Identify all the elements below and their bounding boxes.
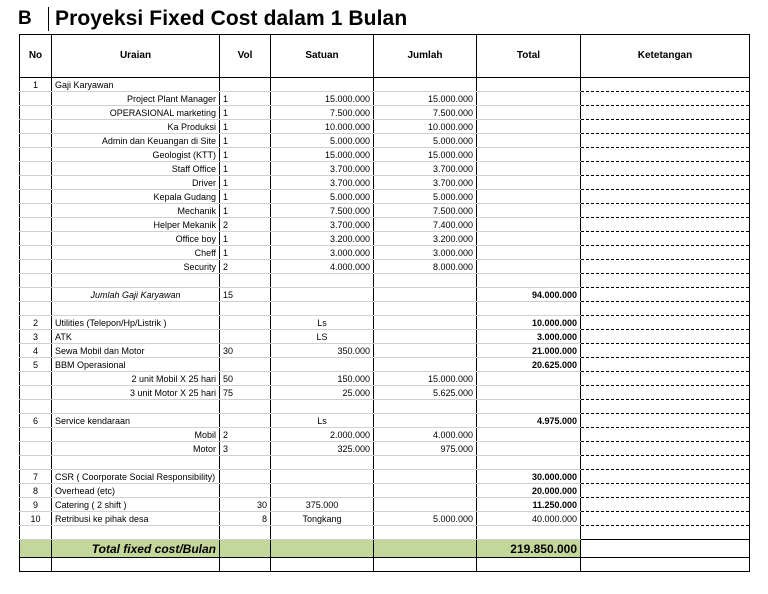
row-satuan: 3.200.000: [271, 232, 374, 246]
row-keterangan: [581, 274, 750, 288]
row-keterangan: [581, 400, 750, 414]
row-satuan: [271, 484, 374, 498]
row-vol: 1: [220, 204, 271, 218]
row-total: [477, 148, 581, 162]
row-uraian: Kepala Gudang: [52, 190, 220, 204]
row-uraian: Admin dan Keuangan di Site: [52, 134, 220, 148]
table-row: [20, 442, 750, 456]
row-total: [477, 442, 581, 456]
row-vol: 1: [220, 232, 271, 246]
row-satuan: 325.000: [271, 442, 374, 456]
table-row: [20, 106, 750, 120]
row-jumlah: 5.625.000: [374, 386, 477, 400]
row-jumlah: 7.500.000: [374, 106, 477, 120]
col-header-keterangan: Ketetangan: [581, 35, 750, 78]
row-keterangan: [581, 148, 750, 162]
sheet-title: Proyeksi Fixed Cost dalam 1 Bulan: [55, 7, 408, 30]
row-no: [20, 428, 52, 442]
row-vol: 1: [220, 120, 271, 134]
row-jumlah: 3.200.000: [374, 232, 477, 246]
row-no: 9: [20, 498, 52, 512]
row-no: 5: [20, 358, 52, 372]
row-no: [20, 302, 52, 316]
col-header-satuan: Satuan: [271, 35, 374, 78]
row-no: [20, 218, 52, 232]
table-row: [20, 134, 750, 148]
row-vol: 8: [220, 512, 271, 526]
row-satuan: [271, 358, 374, 372]
row-keterangan: [581, 134, 750, 148]
row-jumlah: 975.000: [374, 442, 477, 456]
row-jumlah: 8.000.000: [374, 260, 477, 274]
row-satuan: [271, 456, 374, 470]
col-header-jumlah: Jumlah: [374, 35, 477, 78]
row-total: [477, 526, 581, 540]
row-vol: [220, 330, 271, 344]
row-satuan: [271, 78, 374, 92]
row-satuan: 3.000.000: [271, 246, 374, 260]
row-uraian: Cheff: [52, 246, 220, 260]
row-no: [20, 540, 52, 558]
row-uraian: Service kendaraan: [52, 414, 220, 428]
row-jumlah: [374, 526, 477, 540]
row-no: [20, 120, 52, 134]
table-row: [20, 456, 750, 470]
row-jumlah: [374, 558, 477, 572]
row-uraian: ATK: [52, 330, 220, 344]
row-jumlah: 15.000.000: [374, 372, 477, 386]
row-no: [20, 260, 52, 274]
row-total: 11.250.000: [477, 498, 581, 512]
row-jumlah: 7.400.000: [374, 218, 477, 232]
row-total: 21.000.000: [477, 344, 581, 358]
row-satuan: 10.000.000: [271, 120, 374, 134]
table-row: [20, 148, 750, 162]
row-keterangan: [581, 558, 750, 572]
row-no: [20, 246, 52, 260]
row-jumlah: 10.000.000: [374, 120, 477, 134]
row-keterangan: [581, 78, 750, 92]
row-jumlah: 3.000.000: [374, 246, 477, 260]
row-no: [20, 92, 52, 106]
row-no: 8: [20, 484, 52, 498]
row-jumlah: [374, 414, 477, 428]
table-row: [20, 190, 750, 204]
row-keterangan: [581, 512, 750, 526]
table-body: [20, 78, 750, 572]
row-satuan: 25.000: [271, 386, 374, 400]
row-keterangan: [581, 260, 750, 274]
row-total: [477, 246, 581, 260]
row-uraian: Jumlah Gaji Karyawan: [52, 288, 220, 302]
row-total: [477, 558, 581, 572]
row-total: [477, 204, 581, 218]
row-satuan: 7.500.000: [271, 106, 374, 120]
row-no: 10: [20, 512, 52, 526]
row-total: 4.975.000: [477, 414, 581, 428]
row-no: [20, 386, 52, 400]
row-vol: 3: [220, 442, 271, 456]
row-no: [20, 274, 52, 288]
row-vol: [220, 316, 271, 330]
row-vol: 30: [220, 498, 271, 512]
table-row: [20, 484, 750, 498]
row-no: 2: [20, 316, 52, 330]
row-keterangan: [581, 456, 750, 470]
row-uraian: 2 unit Mobil X 25 hari: [52, 372, 220, 386]
row-no: 1: [20, 78, 52, 92]
row-vol: [220, 400, 271, 414]
row-satuan: [271, 288, 374, 302]
row-satuan: 3.700.000: [271, 218, 374, 232]
row-jumlah: 3.700.000: [374, 176, 477, 190]
table-row: [20, 470, 750, 484]
row-total: 219.850.000: [477, 540, 581, 558]
row-total: [477, 78, 581, 92]
row-vol: [220, 540, 271, 558]
row-vol: 50: [220, 372, 271, 386]
row-total: [477, 176, 581, 190]
row-total: [477, 302, 581, 316]
row-keterangan: [581, 316, 750, 330]
row-no: 6: [20, 414, 52, 428]
header-divider: [48, 7, 49, 31]
row-satuan: [271, 540, 374, 558]
row-satuan: 5.000.000: [271, 190, 374, 204]
row-total: [477, 428, 581, 442]
row-satuan: 4.000.000: [271, 260, 374, 274]
table-row: [20, 414, 750, 428]
row-satuan: [271, 526, 374, 540]
row-jumlah: [374, 274, 477, 288]
row-vol: 2: [220, 428, 271, 442]
row-total: 10.000.000: [477, 316, 581, 330]
table-row: [20, 176, 750, 190]
row-uraian: [52, 400, 220, 414]
row-no: 7: [20, 470, 52, 484]
row-uraian: BBM Operasional: [52, 358, 220, 372]
row-keterangan: [581, 330, 750, 344]
row-satuan: 2.000.000: [271, 428, 374, 442]
row-uraian: Mobil: [52, 428, 220, 442]
row-jumlah: 5.000.000: [374, 512, 477, 526]
row-uraian: Helper Mekanik: [52, 218, 220, 232]
row-uraian: [52, 456, 220, 470]
row-uraian: [52, 274, 220, 288]
row-satuan: LS: [271, 330, 374, 344]
row-jumlah: [374, 358, 477, 372]
table-row: [20, 512, 750, 526]
row-vol: [220, 302, 271, 316]
row-uraian: Motor: [52, 442, 220, 456]
row-jumlah: [374, 344, 477, 358]
row-total: 94.000.000: [477, 288, 581, 302]
row-uraian: CSR ( Coorporate Social Responsibility): [52, 470, 220, 484]
row-keterangan: [581, 442, 750, 456]
table-row: [20, 358, 750, 372]
row-total: [477, 456, 581, 470]
row-total: 30.000.000: [477, 470, 581, 484]
row-vol: [220, 558, 271, 572]
row-satuan: [271, 274, 374, 288]
table-row: [20, 330, 750, 344]
row-vol: [220, 274, 271, 288]
table-row: [20, 120, 750, 134]
table-row: [20, 218, 750, 232]
row-satuan: Ls: [271, 414, 374, 428]
row-total: 3.000.000: [477, 330, 581, 344]
row-satuan: 7.500.000: [271, 204, 374, 218]
row-vol: 2: [220, 218, 271, 232]
table-row: [20, 246, 750, 260]
table-row: [20, 288, 750, 302]
row-vol: 30: [220, 344, 271, 358]
row-vol: [220, 526, 271, 540]
fixed-cost-table: [19, 34, 750, 572]
row-keterangan: [581, 484, 750, 498]
row-keterangan: [581, 246, 750, 260]
row-uraian: Retribusi ke pihak desa: [52, 512, 220, 526]
table-row: [20, 316, 750, 330]
row-keterangan: [581, 232, 750, 246]
row-no: [20, 134, 52, 148]
row-jumlah: 15.000.000: [374, 92, 477, 106]
row-total: [477, 120, 581, 134]
row-satuan: 3.700.000: [271, 176, 374, 190]
row-no: [20, 190, 52, 204]
row-no: [20, 148, 52, 162]
row-vol: [220, 414, 271, 428]
row-jumlah: [374, 78, 477, 92]
col-header-vol: Vol: [220, 35, 271, 78]
row-no: [20, 288, 52, 302]
row-vol: [220, 456, 271, 470]
row-satuan: 5.000.000: [271, 134, 374, 148]
row-total: [477, 106, 581, 120]
table-row: [20, 260, 750, 274]
table-row: [20, 526, 750, 540]
row-vol: 15: [220, 288, 271, 302]
row-total: [477, 372, 581, 386]
row-vol: [220, 484, 271, 498]
row-satuan: 3.700.000: [271, 162, 374, 176]
row-vol: 1: [220, 246, 271, 260]
row-total: [477, 218, 581, 232]
table-row: [20, 204, 750, 218]
row-vol: 1: [220, 162, 271, 176]
row-satuan: 15.000.000: [271, 92, 374, 106]
row-jumlah: 5.000.000: [374, 134, 477, 148]
row-satuan: 150.000: [271, 372, 374, 386]
row-keterangan: [581, 218, 750, 232]
row-keterangan: [581, 120, 750, 134]
row-no: [20, 442, 52, 456]
row-no: 4: [20, 344, 52, 358]
row-satuan: 375.000: [271, 498, 374, 512]
row-jumlah: [374, 456, 477, 470]
section-letter: B: [18, 8, 32, 29]
grand-total-row: [20, 540, 750, 558]
row-keterangan: [581, 190, 750, 204]
row-total: [477, 232, 581, 246]
table-row: [20, 232, 750, 246]
row-uraian: Total fixed cost/Bulan: [52, 540, 220, 558]
row-keterangan: [581, 540, 750, 558]
row-no: 3: [20, 330, 52, 344]
row-keterangan: [581, 498, 750, 512]
row-jumlah: [374, 484, 477, 498]
row-total: [477, 274, 581, 288]
row-satuan: [271, 400, 374, 414]
row-vol: 1: [220, 176, 271, 190]
table-row: [20, 344, 750, 358]
row-total: 20.000.000: [477, 484, 581, 498]
row-vol: 1: [220, 148, 271, 162]
row-keterangan: [581, 288, 750, 302]
row-jumlah: 4.000.000: [374, 428, 477, 442]
row-jumlah: [374, 316, 477, 330]
row-uraian: [52, 558, 220, 572]
row-uraian: Ka Produksi: [52, 120, 220, 134]
row-keterangan: [581, 372, 750, 386]
row-no: [20, 162, 52, 176]
row-vol: 1: [220, 190, 271, 204]
row-jumlah: [374, 498, 477, 512]
table-row: [20, 302, 750, 316]
row-satuan: 350.000: [271, 344, 374, 358]
row-vol: 1: [220, 92, 271, 106]
row-vol: [220, 78, 271, 92]
row-uraian: Overhead (etc): [52, 484, 220, 498]
table-row: [20, 400, 750, 414]
row-keterangan: [581, 92, 750, 106]
row-no: [20, 372, 52, 386]
table-row: [20, 78, 750, 92]
row-satuan: Ls: [271, 316, 374, 330]
row-satuan: 15.000.000: [271, 148, 374, 162]
sheet-header: [18, 5, 407, 33]
row-uraian: 3 unit Motor X 25 hari: [52, 386, 220, 400]
table-row: [20, 558, 750, 572]
row-jumlah: [374, 400, 477, 414]
row-total: 40.000.000: [477, 512, 581, 526]
row-total: [477, 190, 581, 204]
table-row: [20, 428, 750, 442]
row-jumlah: 3.700.000: [374, 162, 477, 176]
row-no: [20, 456, 52, 470]
table-row: [20, 162, 750, 176]
row-uraian: [52, 302, 220, 316]
row-no: [20, 106, 52, 120]
row-jumlah: [374, 288, 477, 302]
row-keterangan: [581, 176, 750, 190]
row-total: [477, 400, 581, 414]
table-header-row: [20, 35, 750, 78]
table-row: [20, 498, 750, 512]
table-row: [20, 372, 750, 386]
row-satuan: [271, 302, 374, 316]
row-vol: 2: [220, 260, 271, 274]
row-no: [20, 558, 52, 572]
row-vol: [220, 358, 271, 372]
row-uraian: [52, 526, 220, 540]
row-jumlah: [374, 470, 477, 484]
row-jumlah: [374, 540, 477, 558]
row-total: [477, 162, 581, 176]
row-total: 20.625.000: [477, 358, 581, 372]
col-header-uraian: Uraian: [52, 35, 220, 78]
row-jumlah: 5.000.000: [374, 190, 477, 204]
row-uraian: Mechanik: [52, 204, 220, 218]
col-header-no: No: [20, 35, 52, 78]
table-row: [20, 274, 750, 288]
row-satuan: Tongkang: [271, 512, 374, 526]
row-keterangan: [581, 386, 750, 400]
row-uraian: OPERASIONAL marketing: [52, 106, 220, 120]
row-uraian: Staff Office: [52, 162, 220, 176]
row-keterangan: [581, 470, 750, 484]
row-keterangan: [581, 106, 750, 120]
row-vol: 1: [220, 134, 271, 148]
row-uraian: Security: [52, 260, 220, 274]
row-satuan: [271, 558, 374, 572]
row-no: [20, 232, 52, 246]
row-uraian: Geologist (KTT): [52, 148, 220, 162]
row-uraian: Utilities (Telepon/Hp/Listrik ): [52, 316, 220, 330]
row-uraian: Driver: [52, 176, 220, 190]
row-vol: 1: [220, 106, 271, 120]
row-no: [20, 526, 52, 540]
row-total: [477, 386, 581, 400]
table-row: [20, 92, 750, 106]
row-keterangan: [581, 302, 750, 316]
row-keterangan: [581, 204, 750, 218]
row-total: [477, 92, 581, 106]
row-no: [20, 400, 52, 414]
row-jumlah: [374, 302, 477, 316]
row-no: [20, 204, 52, 218]
row-uraian: Gaji Karyawan: [52, 78, 220, 92]
row-total: [477, 134, 581, 148]
row-keterangan: [581, 414, 750, 428]
row-no: [20, 176, 52, 190]
row-satuan: [271, 470, 374, 484]
row-vol: 75: [220, 386, 271, 400]
row-uraian: Project Plant Manager: [52, 92, 220, 106]
row-total: [477, 260, 581, 274]
row-uraian: Office boy: [52, 232, 220, 246]
row-jumlah: 7.500.000: [374, 204, 477, 218]
row-keterangan: [581, 526, 750, 540]
row-jumlah: 15.000.000: [374, 148, 477, 162]
row-keterangan: [581, 162, 750, 176]
row-jumlah: [374, 330, 477, 344]
row-uraian: Sewa Mobil dan Motor: [52, 344, 220, 358]
row-vol: [220, 470, 271, 484]
col-header-total: Total: [477, 35, 581, 78]
row-keterangan: [581, 428, 750, 442]
row-keterangan: [581, 358, 750, 372]
row-uraian: Catering ( 2 shift ): [52, 498, 220, 512]
row-keterangan: [581, 344, 750, 358]
table-row: [20, 386, 750, 400]
